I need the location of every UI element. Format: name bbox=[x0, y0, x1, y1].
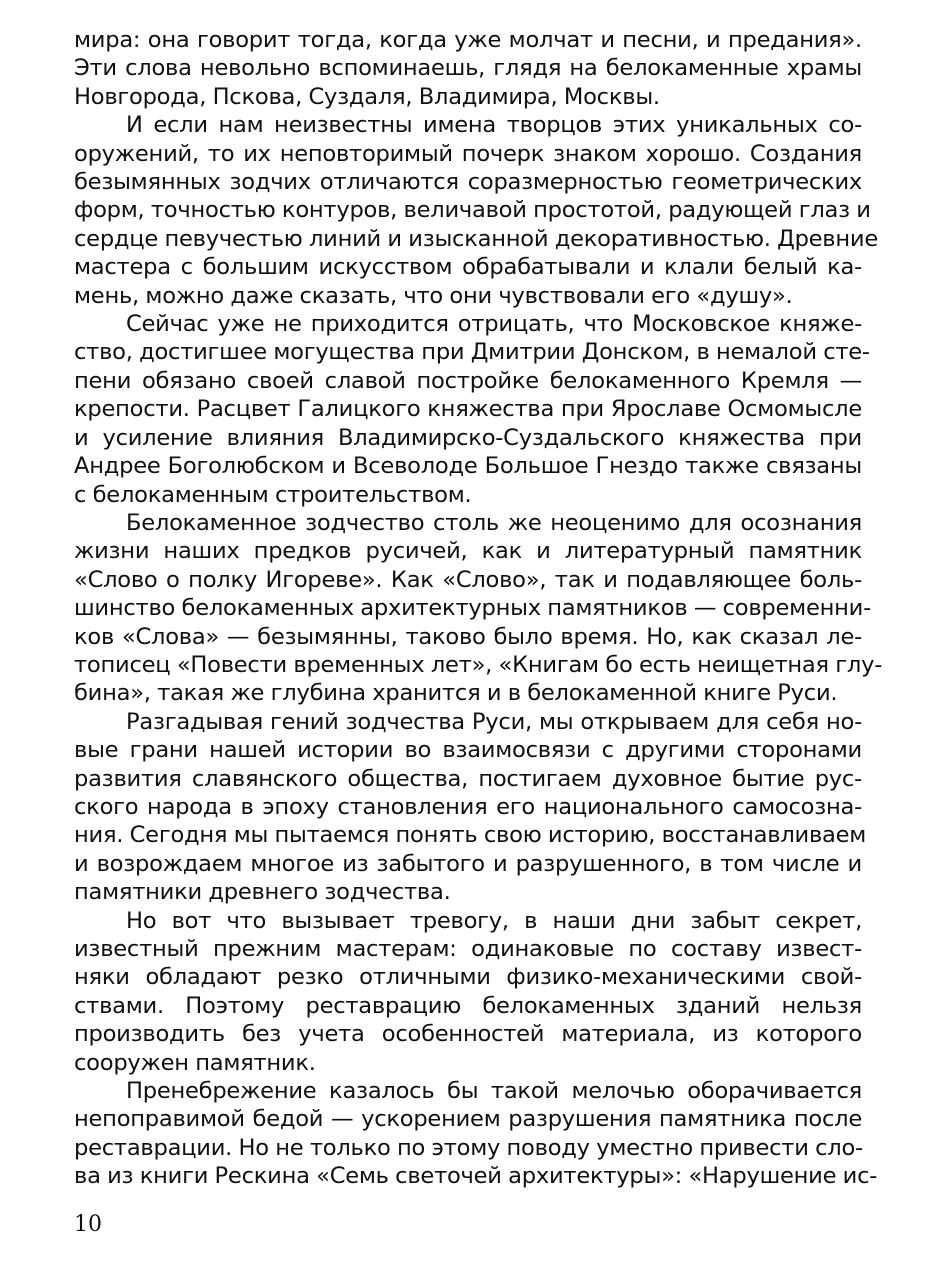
text-line: ков «Слова» — безымянны, таково было время. Но, как сказал ле- bbox=[74, 623, 862, 650]
paragraph bbox=[74, 111, 878, 310]
text-line: ния. Сегодня мы пытаемся понять свою историю, восстанавливаем bbox=[74, 822, 867, 849]
text-line: ствами. Поэтому реставрацию белокаменных зданий нельзя bbox=[74, 992, 862, 1019]
paragraph bbox=[74, 26, 862, 111]
text-line: тописец «Повести временных лет», «Книгам бо есть неищетная глу- bbox=[74, 651, 883, 678]
text-line: мастера с большим искусством обрабатывали и клали белый ка- bbox=[74, 254, 862, 281]
page-body bbox=[74, 26, 883, 1191]
text-line: жизни наших предков русичей, как и литературный памятник bbox=[74, 538, 862, 565]
text-line: Эти слова невольно вспоминаешь, глядя на белокаменные храмы bbox=[74, 55, 862, 82]
text-line: Но вот что вызывает тревогу, в наши дни забыт секрет, bbox=[126, 907, 862, 934]
text-line: непоправимой бедой — ускорением разрушения памятника после bbox=[74, 1106, 862, 1133]
text-line: Сейчас уже не приходится отрицать, что Московское княже- bbox=[126, 311, 862, 338]
paragraph bbox=[74, 1077, 878, 1191]
text-line: форм, точностью контуров, величавой простотой, радующей глаз и bbox=[74, 197, 871, 224]
text-line: «Слово о полку Игореве». Как «Слово», так и подавляющее боль- bbox=[74, 566, 862, 593]
text-line: вые грани нашей истории во взаимосвязи с другими сторонами bbox=[74, 737, 862, 764]
text-line: Андрее Боголюбском и Всеволоде Большое Гнездо также связаны bbox=[74, 453, 862, 480]
text-line: мень, можно даже сказать, что они чувствовали его «душу». bbox=[74, 282, 793, 309]
text-line: ского народа в эпоху становления его национального самосозна- bbox=[74, 793, 862, 820]
text-line: ство, достигшее могущества при Дмитрии Донском, в немалой сте- bbox=[74, 339, 870, 366]
text-line: И если нам неизвестны имена творцов этих уникальных со- bbox=[126, 112, 862, 139]
paragraph bbox=[74, 907, 862, 1077]
text-line: няки обладают резко отличными физико-механическими свой- bbox=[74, 964, 862, 991]
text-line: Пренебрежение казалось бы такой мелочью оборачивается bbox=[126, 1078, 862, 1105]
text-line: бина», такая же глубина хранится и в белокаменной книге Руси. bbox=[74, 680, 838, 707]
text-line: сердце певучестью линий и изысканной декоративностью. Древние bbox=[74, 225, 878, 252]
text-line: сооружен памятник. bbox=[74, 1049, 316, 1076]
text-line: производить без учета особенностей материала, из которого bbox=[74, 1021, 862, 1048]
text-line: шинство белокаменных архитектурных памятников — современни- bbox=[74, 595, 871, 622]
text-line: Новгорода, Пскова, Суздаля, Владимира, Москвы. bbox=[74, 83, 660, 110]
paragraph bbox=[74, 509, 883, 708]
text-line: с белокаменным строительством. bbox=[74, 481, 472, 508]
text-line: и усиление влияния Владимирско-Суздальского княжества при bbox=[74, 424, 862, 451]
text-line: ва из книги Рескина «Семь светочей архитектуры»: «Нарушение ис- bbox=[74, 1163, 878, 1190]
text-line: Разгадывая гений зодчества Руси, мы открываем для себя но- bbox=[126, 708, 862, 735]
text-line: безымянных зодчих отличаются соразмерностью геометрических bbox=[74, 169, 862, 196]
text-line: развития славянского общества, постигаем духовное бытие рус- bbox=[74, 765, 862, 792]
text-line: крепости. Расцвет Галицкого княжества при Ярославе Осмомысле bbox=[74, 396, 862, 423]
text-line: пени обязано своей славой постройке белокаменного Кремля — bbox=[74, 367, 862, 394]
page-number: 10 bbox=[74, 1212, 102, 1237]
paragraph bbox=[74, 310, 870, 509]
text-line: известный прежним мастерам: одинаковые по составу извест- bbox=[74, 936, 862, 962]
text-line: мира: она говорит тогда, когда уже молчат и песни, и предания». bbox=[74, 27, 862, 53]
text-line: реставрации. Но не только по этому поводу уместно привести сло- bbox=[74, 1134, 863, 1161]
text-line: оружений, то их неповторимый почерк знаком хорошо. Создания bbox=[74, 140, 862, 167]
text-line: памятники древнего зодчества. bbox=[74, 879, 451, 906]
text-line: и возрождаем многое из забытого и разрушенного, в том числе и bbox=[74, 850, 862, 877]
text-line: Белокаменное зодчество столь же неоценимо для осознания bbox=[126, 509, 862, 536]
paragraph bbox=[74, 708, 867, 907]
